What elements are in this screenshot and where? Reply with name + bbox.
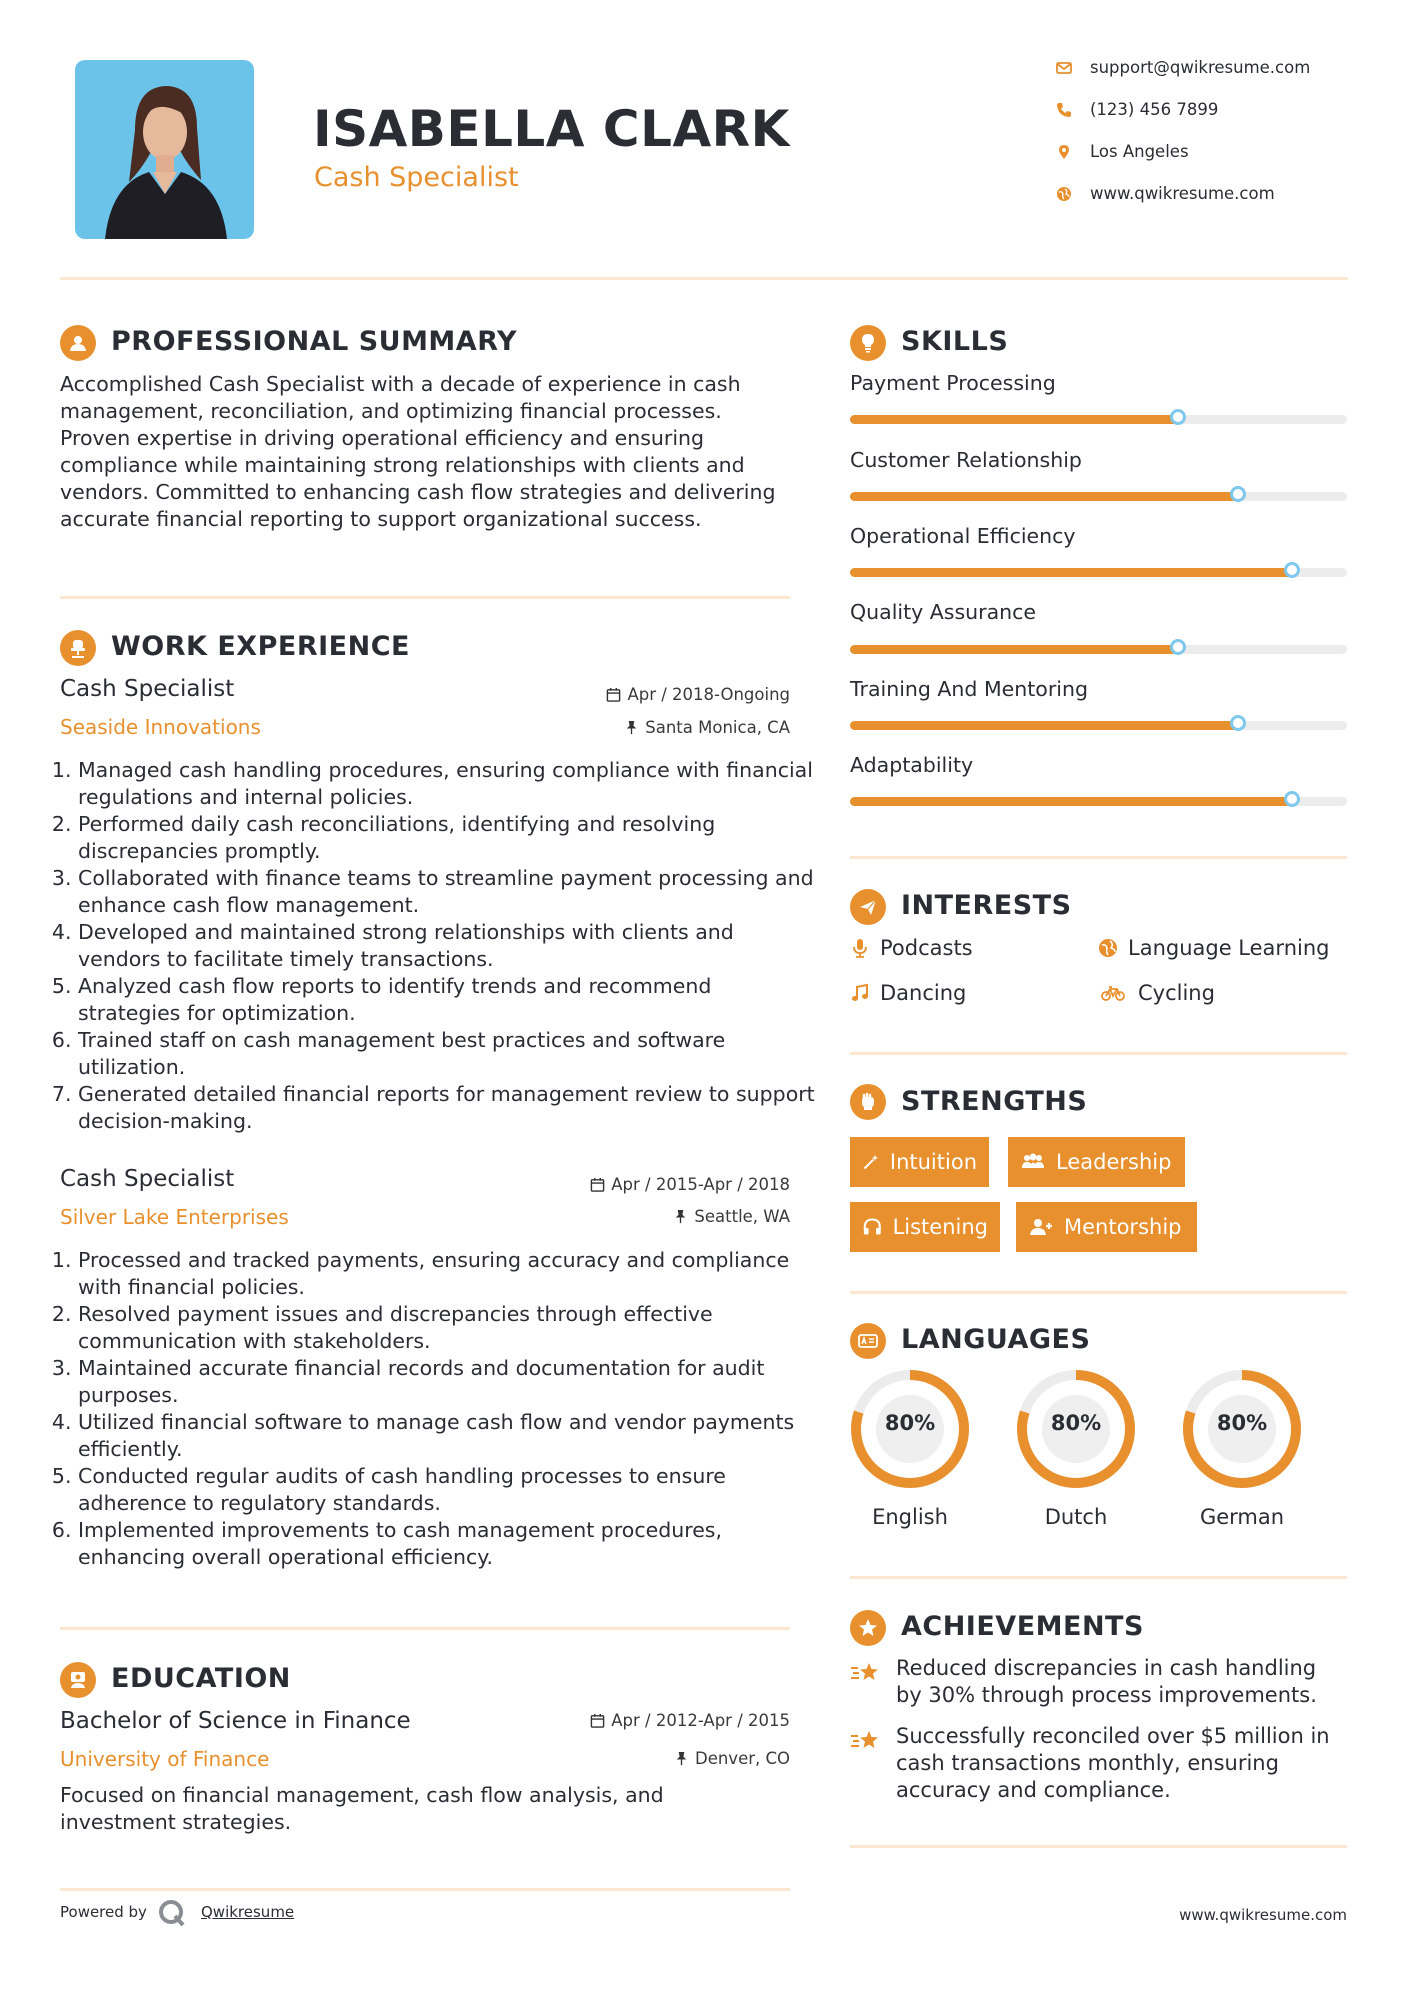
achievements-section-icon	[850, 1610, 886, 1646]
list-item: 7. Generated detailed financial reports for management review to support decision-making.	[78, 1081, 818, 1135]
footer-website[interactable]: www.qwikresume.com	[1179, 1906, 1347, 1924]
achievement-text: Successfully reconciled over $5 million in cash transactions monthly, ensuring accuracy and compliance.	[896, 1724, 1330, 1802]
skill-bar-knob	[1170, 409, 1186, 425]
office-chair-icon	[67, 637, 89, 659]
interests-section-icon	[850, 889, 886, 925]
phone-icon	[1056, 102, 1072, 118]
skill-bar-fill	[850, 797, 1292, 806]
job-dates-text: Apr / 2015-Apr / 2018	[611, 1175, 790, 1194]
education-divider	[60, 1888, 790, 1891]
summary-divider	[60, 596, 790, 599]
strength-label: Intuition	[889, 1150, 977, 1174]
qwikresume-logo-icon	[157, 1898, 187, 1928]
list-item: 2. Resolved payment issues and discrepancies through effective communication with stakeholders.	[78, 1301, 818, 1355]
job-title: Cash Specialist	[60, 1166, 235, 1192]
language-item	[1180, 1367, 1304, 1537]
calendar-icon	[606, 687, 621, 702]
education-dates	[590, 1711, 790, 1730]
list-item: 2. Performed daily cash reconciliations, identifying and resolving discrepancies promptly.	[78, 811, 818, 865]
language-percent: 80%	[1050, 1411, 1102, 1435]
skill-bar-fill	[850, 568, 1292, 577]
education-dates-text: Apr / 2012-Apr / 2015	[611, 1711, 790, 1730]
contact-location	[1090, 142, 1189, 161]
languages-heading: LANGUAGES	[901, 1324, 1091, 1355]
list-item: 3. Collaborated with finance teams to streamline payment processing and enhance cash flow management.	[78, 865, 818, 919]
users-icon	[1020, 1151, 1046, 1173]
globe-icon	[1098, 938, 1118, 958]
job-dates	[606, 685, 790, 704]
microphone-icon	[850, 938, 870, 958]
skill-bar-fill	[850, 645, 1178, 654]
experience-divider	[60, 1627, 790, 1630]
education-location-text: Denver, CO	[694, 1749, 790, 1768]
skill-bar	[850, 721, 1347, 730]
summary-heading: PROFESSIONAL SUMMARY	[111, 326, 518, 357]
contact-phone-text: (123) 456 7899	[1090, 100, 1219, 119]
magic-wand-icon	[862, 1151, 880, 1173]
skills-divider	[850, 856, 1347, 859]
language-percent: 80%	[1216, 1411, 1268, 1435]
strength-badge-mentorship	[1016, 1202, 1197, 1252]
pushpin-icon	[674, 1751, 689, 1766]
interests-heading: INTERESTS	[901, 890, 1072, 921]
list-item: 3. Maintained accurate financial records and documentation for audit purposes.	[78, 1355, 818, 1409]
job-duties-list	[60, 1247, 818, 1571]
language-name: Dutch	[1044, 1505, 1108, 1529]
interest-label: Cycling	[1138, 981, 1215, 1005]
language-percent: 80%	[884, 1411, 936, 1435]
skill-bar-knob	[1284, 791, 1300, 807]
interest-item	[1098, 936, 1329, 960]
achievements-heading: ACHIEVEMENTS	[901, 1611, 1144, 1642]
education-location	[674, 1749, 790, 1768]
education-heading: EDUCATION	[111, 1663, 291, 1694]
pushpin-icon	[624, 720, 639, 735]
job-location	[624, 718, 790, 737]
job-location-text: Santa Monica, CA	[645, 718, 790, 737]
education-section-icon	[60, 1662, 96, 1698]
skill-bar-knob	[1230, 486, 1246, 502]
skill-bar	[850, 415, 1347, 424]
language-item	[1014, 1367, 1138, 1537]
map-pin-icon	[1056, 144, 1072, 160]
list-item: 1. Processed and tracked payments, ensuring accuracy and compliance with financial policies.	[78, 1247, 818, 1301]
list-item: 4. Developed and maintained strong relationships with clients and vendors to facilitate timely transactions.	[78, 919, 818, 973]
user-icon	[67, 332, 89, 354]
skill-label: Adaptability	[850, 753, 974, 777]
interest-label: Podcasts	[880, 936, 973, 960]
experience-heading: WORK EXPERIENCE	[111, 631, 410, 662]
fist-icon	[857, 1091, 879, 1113]
contact-location-text: Los Angeles	[1090, 142, 1189, 161]
skills-heading: SKILLS	[901, 326, 1009, 357]
skills-section-icon	[850, 325, 886, 361]
strengths-section-icon	[850, 1084, 886, 1120]
user-plus-icon	[1028, 1216, 1054, 1238]
language-name: English	[872, 1505, 948, 1529]
skill-bar	[850, 797, 1347, 806]
strengths-heading: STRENGTHS	[901, 1086, 1088, 1117]
strength-label: Mentorship	[1064, 1215, 1182, 1239]
experience-section-icon	[60, 630, 96, 666]
footer-powered-label: Powered by	[60, 1903, 147, 1921]
calendar-icon	[590, 1713, 605, 1728]
list-item: 1. Managed cash handling procedures, ensuring compliance with financial regulations and internal policies.	[78, 757, 818, 811]
education-degree: Bachelor of Science in Finance	[60, 1708, 411, 1734]
contact-website-text: www.qwikresume.com	[1090, 184, 1275, 203]
contact-email[interactable]	[1090, 58, 1310, 77]
language-card-icon	[857, 1330, 879, 1352]
candidate-name: ISABELLA CLARK	[313, 100, 790, 158]
contact-phone[interactable]	[1090, 100, 1218, 119]
lightbulb-icon	[857, 332, 879, 354]
skill-bar-knob	[1230, 715, 1246, 731]
skill-bar	[850, 645, 1347, 654]
interest-item	[850, 936, 973, 960]
strengths-divider	[850, 1291, 1347, 1294]
list-item: 4. Utilized financial software to manage cash flow and vendor payments efficiently.	[78, 1409, 818, 1463]
strength-label: Listening	[892, 1215, 988, 1239]
list-item: 6. Trained staff on cash management best practices and software utilization.	[78, 1027, 818, 1081]
star-badge-icon	[857, 1617, 879, 1639]
list-item: 5. Conducted regular audits of cash handling processes to ensure adherence to regulatory standards.	[78, 1463, 818, 1517]
skill-bar	[850, 568, 1347, 577]
contact-email-text: support@qwikresume.com	[1090, 58, 1311, 77]
skill-bar-fill	[850, 721, 1238, 730]
skill-label: Quality Assurance	[850, 600, 1037, 624]
envelope-icon	[1056, 60, 1072, 76]
job-dates	[590, 1175, 790, 1194]
achievement-text: Reduced discrepancies in cash handling by 30% through process improvements.	[896, 1656, 1317, 1707]
pushpin-icon	[673, 1209, 688, 1224]
list-item: 6. Implemented improvements to cash management procedures, enhancing overall operational efficiency.	[78, 1517, 818, 1571]
job-company: Silver Lake Enterprises	[60, 1205, 289, 1229]
interests-divider	[850, 1052, 1347, 1055]
shooting-star-icon	[850, 1728, 882, 1754]
paper-plane-icon	[857, 896, 879, 918]
job-location-text: Seattle, WA	[694, 1207, 790, 1226]
header-divider	[60, 277, 1348, 280]
job-dates-text: Apr / 2018-Ongoing	[627, 685, 790, 704]
skill-bar-knob	[1170, 639, 1186, 655]
language-item	[848, 1367, 972, 1537]
strength-badge-listening	[850, 1202, 1000, 1252]
achievements-divider	[850, 1845, 1347, 1848]
skill-label: Customer Relationship	[850, 448, 1082, 472]
interest-item	[1098, 981, 1215, 1005]
list-item: 5. Analyzed cash flow reports to identify trends and recommend strategies for optimization.	[78, 973, 818, 1027]
skill-label: Training And Mentoring	[850, 677, 1088, 701]
footer-powered-by	[60, 1903, 147, 1921]
job-title: Cash Specialist	[60, 676, 235, 702]
skill-label: Payment Processing	[850, 371, 1056, 395]
job-company: Seaside Innovations	[60, 715, 261, 739]
summary-text: Accomplished Cash Specialist with a decade of experience in cash management, reconciliation, and optimizing financial processes. Proven expertise in driving operational efficiency and ensuring compliance while maintaining strong relationships with clients and vendors. Committed to enhancing cash flow strategies and delivering accurate financial reporting to support organizational success.	[60, 372, 776, 531]
person-portrait-icon	[75, 60, 254, 239]
strength-label: Leadership	[1056, 1150, 1172, 1174]
graduate-icon	[67, 1669, 89, 1691]
strength-badge-intuition	[850, 1137, 989, 1187]
job-location	[673, 1207, 790, 1226]
job-duties-list	[60, 757, 818, 1135]
shooting-star-icon	[850, 1660, 882, 1686]
candidate-title: Cash Specialist	[314, 162, 519, 193]
skill-bar-fill	[850, 415, 1178, 424]
summary-section-icon	[60, 325, 96, 361]
skill-label: Operational Efficiency	[850, 524, 1076, 548]
music-note-icon	[850, 983, 870, 1003]
calendar-icon	[590, 1177, 605, 1192]
skill-bar-knob	[1284, 562, 1300, 578]
bicycle-icon	[1098, 983, 1128, 1003]
skill-bar	[850, 492, 1347, 501]
strength-badge-leadership	[1008, 1137, 1185, 1187]
education-school: University of Finance	[60, 1747, 270, 1771]
interest-item	[850, 981, 966, 1005]
globe-icon	[1056, 186, 1072, 202]
interest-label: Language Learning	[1128, 936, 1330, 960]
profile-photo	[75, 60, 254, 239]
skill-bar-fill	[850, 492, 1238, 501]
languages-section-icon	[850, 1323, 886, 1359]
interest-label: Dancing	[880, 981, 967, 1005]
education-description: Focused on financial management, cash flow analysis, and investment strategies.	[60, 1783, 664, 1834]
footer-brand-link[interactable]: Qwikresume	[201, 1903, 295, 1921]
languages-divider	[850, 1576, 1347, 1579]
contact-website[interactable]	[1090, 184, 1275, 203]
language-name: German	[1199, 1505, 1285, 1529]
headphones-icon	[862, 1216, 883, 1238]
